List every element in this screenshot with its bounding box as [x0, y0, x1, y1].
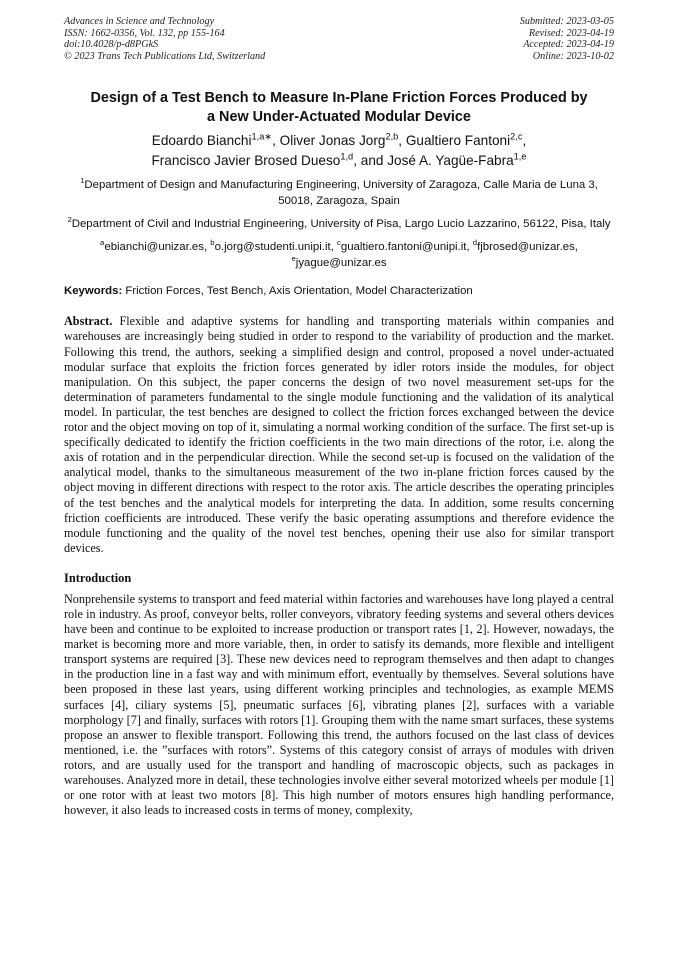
abstract-label: Abstract.: [64, 314, 113, 329]
journal-name: Advances in Science and Technology: [64, 16, 215, 27]
author-affil-marker: 1,d: [340, 151, 354, 162]
affiliation-1: [64, 177, 614, 209]
journal-info: [64, 16, 265, 62]
email-marker: d: [472, 238, 478, 248]
email-marker: b: [210, 238, 215, 248]
section-heading-introduction: Introduction: [64, 570, 132, 585]
author-affil-marker: 2,c: [510, 131, 523, 142]
author-separator: ,: [522, 133, 527, 149]
author-list: [64, 131, 614, 171]
abstract-paragraph: [64, 314, 614, 556]
email-marker: c: [337, 238, 341, 248]
issn-line: ISSN: 1662-0356, Vol. 132, pp 155-164: [64, 27, 225, 39]
email-link[interactable]: gualtiero.fantoni@unipi.it: [340, 241, 467, 254]
doi-line: doi:10.4028/p-d8PGkS: [64, 39, 159, 51]
keywords-line: [64, 283, 614, 299]
email-link[interactable]: jyague@unizar.es: [295, 257, 387, 270]
email-separator: ,: [203, 241, 211, 254]
revised-date: Revised: 2023-04-19: [528, 27, 614, 39]
author-name: José A. Yagüe-Fabra: [387, 153, 514, 169]
email-link[interactable]: fjbrosed@unizar.es: [477, 241, 575, 254]
author-separator: ,: [398, 133, 406, 149]
author-name: Edoardo Bianchi: [151, 133, 252, 149]
author-affil-marker: 1,a∗: [251, 131, 273, 142]
author-name: Oliver Jonas Jorg: [279, 133, 386, 149]
author-affil-marker: 2,b: [385, 131, 399, 142]
title-line-2: a New Under-Actuated Modular Device: [207, 109, 471, 126]
author-name: Francisco Javier Brosed Dueso: [151, 153, 341, 169]
copyright-line: © 2023 Trans Tech Publications Ltd, Switzerland: [64, 50, 266, 62]
author-affil-marker: 1,e: [513, 151, 527, 162]
keywords-label: Keywords:: [64, 285, 123, 298]
online-date: Online: 2023-10-02: [532, 50, 614, 62]
email-list: [64, 239, 614, 271]
title-line-1: Design of a Test Bench to Measure In-Plane Friction Forces Produced by: [90, 90, 588, 107]
affiliation-text: Department of Civil and Industrial Engineering, University of Pisa, Largo Lucio Lazzarino, 56122, Pisa, Italy: [71, 218, 611, 231]
keywords-text: Friction Forces, Test Bench, Axis Orientation, Model Characterization: [122, 285, 473, 298]
email-separator: ,: [466, 241, 473, 254]
paper-title: [64, 89, 614, 127]
author-separator: ,: [272, 133, 280, 149]
author-name: Gualtiero Fantoni: [405, 133, 511, 149]
author-line-2: [64, 151, 614, 171]
affiliation-text: Department of Design and Manufacturing Engineering, University of Zaragoza, Calle Maria de Luna 3, 50018, Zaragoza, Spain: [84, 179, 598, 208]
author-separator: , and: [353, 153, 388, 169]
journal-header: [64, 16, 614, 62]
email-link[interactable]: o.jorg@studenti.unipi.it: [214, 241, 331, 254]
email-separator: ,: [574, 241, 578, 254]
submitted-date: Submitted: 2023-03-05: [519, 16, 614, 27]
affiliation-2: [64, 216, 614, 232]
email-marker: e: [291, 254, 296, 264]
introduction-paragraph: Nonprehensile systems to transport and feed material within factories and warehouses have long played a central role in industry. As proof, conveyor belts, roller conveyors, vibratory feeding systems and several others devices have been and continue to be exploited to increase production or transport rates [1, 2]. However, nowadays, the market is becoming more and more variable, then, in order to satisfy its demands, more flexible and intelligent transport systems are required [3]. These new devices need to reprogram themselves and then adapt to changes in the production line in a fast way and with minimum effort, eventually by themselves. Several solutions have been proposed in these last years, using different working principles and technologies, as example MEMS surfaces [4], ciliary systems [5], pneumatic surfaces [6], vibrating planes [2], surfaces with a variable morphology [7] and finally, surfaces with rotors [1]. Grouping them with the name smart surfaces, these systems propose an answer to flexible transport. Following this trend, the authors focused on the last class of devices mentioned, i.e. the ”surfaces with rotors”. Systems of this category consist of arrays of modules with driven rotors, and are usually used for the transport and handling of macroscopic objects, such as packages in warehouses. Analyzed more in detail, these technologies involve either several motorized wheels per module [1] or one rotor with at least two motors [8]. This high number of motors ensures high handling performance, however, it also leads to increased costs in terms of money, complexity,: [64, 591, 614, 818]
dates-info: [520, 16, 614, 62]
affiliation-marker: 1: [80, 176, 85, 186]
abstract-text: Flexible and adaptive systems for handling and transporting materials within companies and warehouses are increasingly being studied in order to respond to the variability of production and the market. Following this trend, the authors, seeking a simplified design and control, proposed a novel under-actuated modular surface that exploits the friction forces generated by idler rotors inside the modules, for object manipulation. On this subject, the paper concerns the design of two novel measurement set-ups for the determination of parameters fundamental to the single module functioning and the validation of its analytical model. In particular, the test benches are designed to collect the friction forces exchanged between the device rotor and the object moving on top of it, simulating a normal working condition of the surface. The first set-up is specifically dedicated to identify the friction coefficients in the two main directions of the rotor, i.e. along the axis of rotation and in the perpendicular direction. While the second set-up is focused on the validation of the analytical model, thanks to the simultaneous measurement of the two in-plane friction forces caused by the object moving in different directions with respect to the rotor axis. The article describes the operating principles of the test benches and the analytical models for interpreting the data. In addition, some results concerning friction coefficients are introduced. These verify the basic operating assumptions and therefore evidence the module functioning and the quality of the novel test benches, opening their use also for similar transport devices.: [64, 314, 614, 555]
email-separator: ,: [330, 241, 337, 254]
author-line-1: [64, 131, 614, 151]
email-marker: a: [100, 238, 105, 248]
affiliation-marker: 2: [67, 215, 72, 225]
accepted-date: Accepted: 2023-04-19: [523, 39, 614, 51]
email-link[interactable]: ebianchi@unizar.es: [104, 241, 204, 254]
